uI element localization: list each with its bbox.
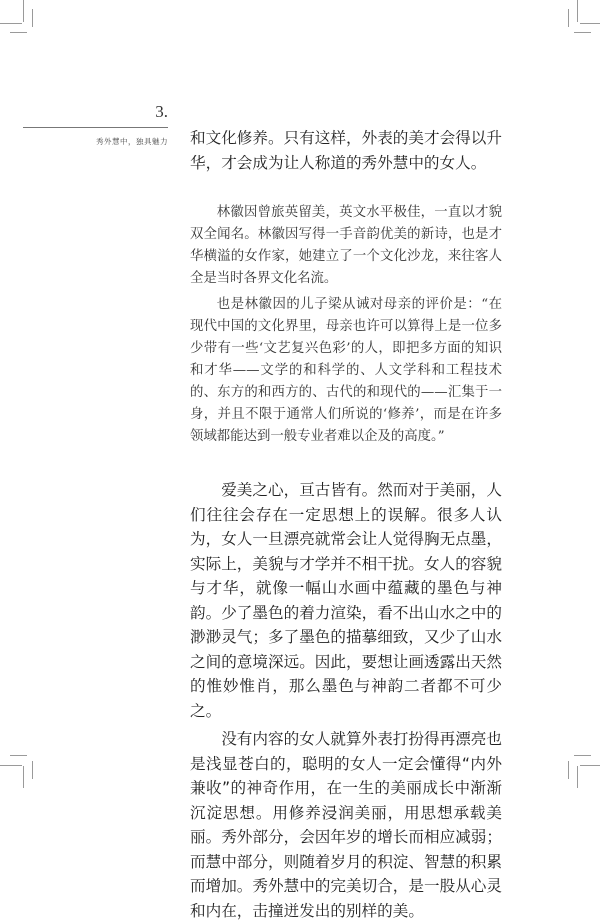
crop-mark-top-left-v2 bbox=[32, 9, 33, 27]
body-paragraph: 爱美之心，亘古皆有。然而对于美丽，人们往往会存在一定思想上的误解。很多人认为，女人一旦漂亮就常会让人觉得胸无点墨，实际上，美貌与才学并不相干扰。女人的容貌与才华，就像一幅山水画中蕴藏的墨色与神韵。少了墨色的着力渲染，看不出山水之中的渺渺灵气；多了墨色的描摹细致，又少了山水之间的意境深远。因此，要想让画透露出天然的惟妙惟肖，那么墨色与神韵二者都不可少之。 bbox=[190, 481, 502, 720]
crop-mark-bottom-left-h bbox=[0, 765, 22, 766]
crop-mark-bottom-right-h bbox=[580, 765, 600, 766]
section-number: 3. bbox=[155, 102, 168, 121]
crop-mark-top-right-v2 bbox=[568, 9, 569, 27]
paragraph-continuation: 和文化修养。只有这样，外表的美才会得以升华，才会成为让人称道的秀外慧中的女人。 bbox=[190, 129, 502, 172]
body-text-column bbox=[190, 126, 502, 923]
crop-mark-top-right-v bbox=[577, 0, 578, 22]
crop-mark-top-left-h2 bbox=[10, 32, 27, 33]
crop-mark-bottom-left-v2 bbox=[32, 761, 33, 779]
crop-mark-top-left-v bbox=[23, 0, 24, 22]
crop-mark-bottom-left-h2 bbox=[10, 755, 27, 756]
crop-mark-top-left-h bbox=[0, 23, 22, 24]
section-subtitle: 秀外慧中，独具魅力 bbox=[96, 137, 168, 146]
crop-mark-bottom-left-v bbox=[23, 766, 24, 788]
quote-paragraph: 也是林徽因的儿子梁从诫对母亲的评价是：“在现代中国的文化界里，母亲也许可以算得上是一位多少带有一些‘文艺复兴色彩’的人，即把多方面的知识和才华——文学的和科学的、人文学科和工程技术的、东方的和西方的、古代的和现代的——汇集于一身，并且不限于通常人们所说的‘修养’，而是在许多领域都能达到一般专业者难以企及的高度。” bbox=[190, 297, 502, 444]
crop-mark-top-right-h2 bbox=[574, 32, 591, 33]
crop-mark-top-right-h bbox=[580, 23, 600, 24]
body-paragraph: 没有内容的女人就算外表打扮得再漂亮也是浅显苍白的，聪明的女人一定会懂得“内外兼收”的神奇作用，在一生的美丽成长中渐渐沉淀思想。用修养浸润美丽，用思想承载美丽。秀外部分，会因年岁的增长而相应减弱；而慧中部分，则随着岁月的积淀、智慧的积累而增加。秀外慧中的完美切合，是一股从心灵和内在，击撞迸发出的别样的美。 bbox=[190, 730, 502, 920]
crop-mark-bottom-right-v2 bbox=[568, 761, 569, 779]
header-rule bbox=[23, 127, 168, 128]
quote-paragraph: 林徽因曾旅英留美，英文水平极佳，一直以才貌双全闻名。林徽因写得一手音韵优美的新诗，也是才华横溢的女作家，她建立了一个文化沙龙，来往客人全是当时各界文化名流。 bbox=[190, 205, 502, 286]
crop-mark-bottom-right-h2 bbox=[574, 755, 591, 756]
crop-mark-bottom-right-v bbox=[577, 766, 578, 788]
